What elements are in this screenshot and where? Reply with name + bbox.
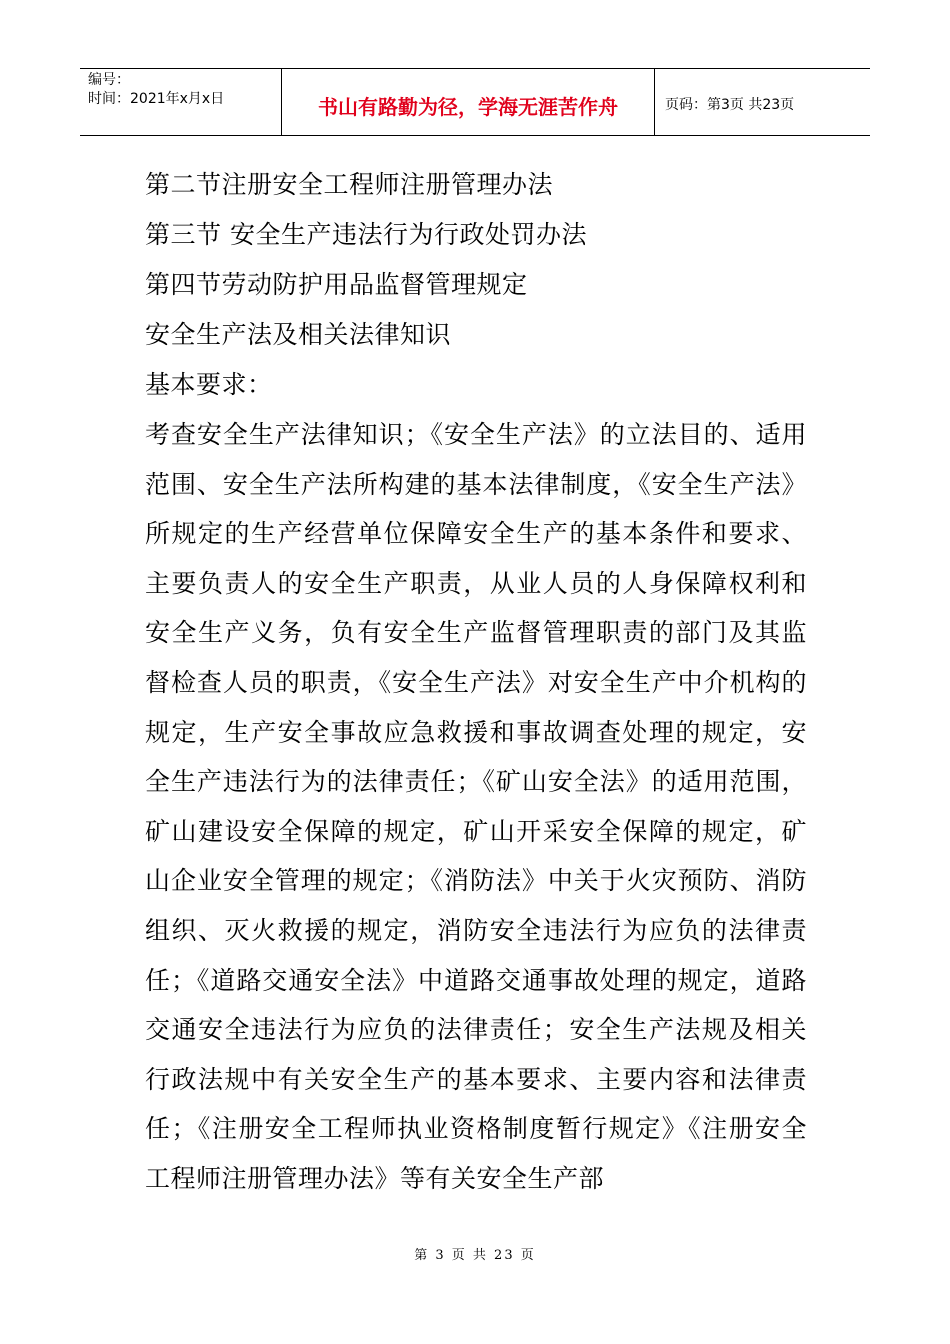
section-heading: 第二节注册安全工程师注册管理办法 <box>145 170 554 199</box>
body-paragraph: 考查安全生产法律知识；《安全生产法》的立法目的、适用范围、安全生产法所构建的基本法律制度，《安全生产法》所规定的生产经营单位保障安全生产的基本条件和要求、主要负责人的安全生产职责，从业人员的人身保障权利和安全生产义务，负有安全生产监督管理职责的部门及其监督检查人员的职责，《安全生产法》对安全生产中介机构的规定，生产安全事故应急救援和事故调查处理的规定，安全生产违法行为的法律责任；《矿山安全法》的适用范围，矿山建设安全保障的规定，矿山开采安全保障的规定，矿山企业安全管理的规定；《消防法》中关于火灾预防、消防组织、灭火救援的规定，消防安全违法行为应负的法律责任；《道路交通安全法》中道路交通事故处理的规定，道路交通安全违法行为应负的法律责任；安全生产法规及相关行政法规中有关安全生产的基本要求、主要内容和法律责任；《注册安全工程师执业资格制度暂行规定》《注册安全工程师注册管理办法》等有关安全生产部 <box>145 420 807 1193</box>
header-table <box>80 68 870 136</box>
header-page-cell <box>655 69 870 135</box>
header-meta-cell <box>80 69 282 135</box>
chapter-heading: 安全生产法及相关法律知识 <box>145 320 452 349</box>
requirements-label: 基本要求： <box>145 370 273 399</box>
header-motto: 书山有路勤为径，学海无涯苦作舟 <box>318 94 618 119</box>
document-body <box>145 160 815 1204</box>
header-page-info: 页码：第3页 共23页 <box>665 97 795 113</box>
page-footer: 第 3 页 共 23 页 <box>414 1248 536 1263</box>
header-motto-cell <box>282 69 655 135</box>
section-heading: 第四节劳动防护用品监督管理规定 <box>145 270 528 299</box>
document-number-label: 编号： <box>88 72 130 88</box>
document-time-label: 时间：2021年x月x日 <box>88 91 225 107</box>
section-heading: 第三节 安全生产违法行为行政处罚办法 <box>145 220 587 249</box>
